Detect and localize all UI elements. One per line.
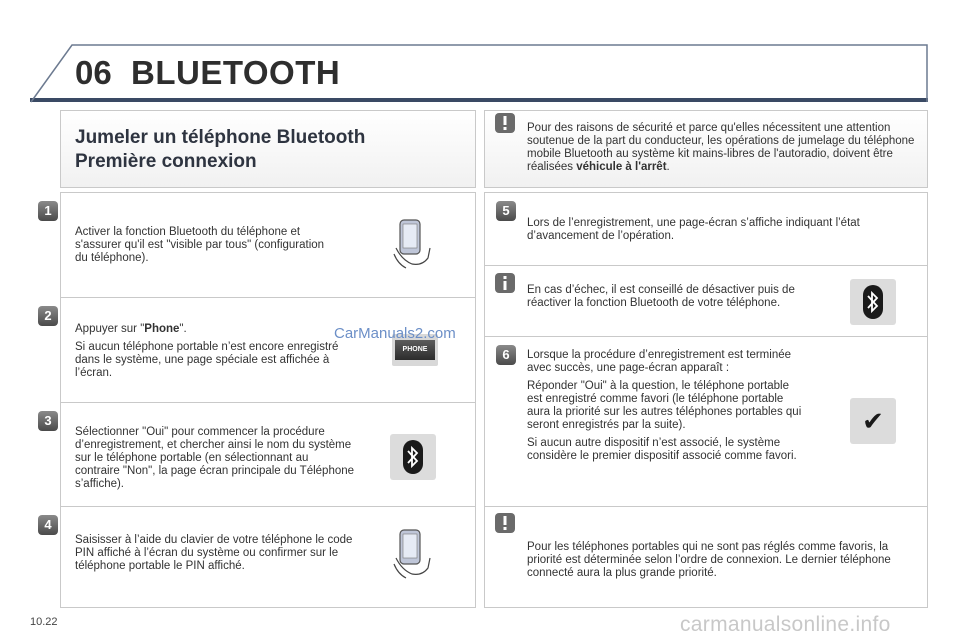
step-5-text: Lors de l’enregistrement, une page-écran s’affiche indiquant l’état d’avancement de l’opération. bbox=[527, 217, 860, 242]
phone-hand-icon bbox=[392, 218, 434, 270]
step-2-text-b: ". bbox=[179, 323, 187, 335]
divider bbox=[60, 402, 476, 403]
step-3-text: Sélectionner "Oui" pour commencer la procédure d’enregistrement, et chercher ainsi le nom du système sur le téléphone portable (en sélectionnant au contraire "Non", la page écran principale du Téléphone s’affiche). bbox=[75, 426, 355, 490]
bluetooth-icon bbox=[850, 279, 896, 325]
info-text: En cas d’échec, il est conseillé de désactiver puis de réactiver la fonction Bluetooth de votre téléphone. bbox=[527, 284, 795, 309]
divider bbox=[60, 506, 476, 507]
step-2-text-bold: Phone bbox=[144, 323, 180, 335]
divider bbox=[60, 297, 476, 298]
watermark: CarManuals2.com bbox=[334, 325, 456, 342]
chapter-number: 06 bbox=[75, 54, 112, 91]
step-2-text-2: Si aucun téléphone portable n’est encore enregistré dans le système, une page spéciale est affichée à l’écran. bbox=[75, 341, 339, 379]
warning-top-text-b: . bbox=[666, 161, 670, 173]
warning-top-text bbox=[527, 122, 923, 174]
page-number: 10.22 bbox=[30, 616, 58, 628]
step-2-text-a: Appuyer sur " bbox=[75, 323, 145, 335]
step-6-text-3: Si aucun autre dispositif n’est associé, le système considère le premier dispositif associé comme favori. bbox=[527, 437, 797, 462]
divider bbox=[484, 336, 928, 337]
step-number-5: 5 bbox=[496, 201, 516, 221]
step-number-1: 1 bbox=[38, 201, 58, 221]
step-6-text bbox=[527, 349, 807, 468]
step-1-text: Activer la fonction Bluetooth du téléphone et s'assurer qu'il est "visible par tous" (configuration du téléphone). bbox=[75, 226, 325, 264]
warning-icon bbox=[494, 512, 516, 534]
step-6-text-2: Réponder "Oui" à la question, le téléphone portable est enregistré comme favori (le téléphone portable aura la priorité sur les autres téléphones portables qui seront enregistrés par la suite). bbox=[527, 380, 802, 431]
footer-watermark: carmanualsonline.info bbox=[680, 613, 891, 636]
step-number-6: 6 bbox=[496, 345, 516, 365]
warning-icon bbox=[494, 112, 516, 134]
step-6-text-1: Lorsque la procédure d’enregistrement est terminée avec succès, une page-écran apparaît : bbox=[527, 349, 792, 374]
step-number-3: 3 bbox=[38, 411, 58, 431]
warning-bottom-text: Pour les téléphones portables qui ne sont pas réglés comme favoris, la priorité est déterminée selon l’ordre de connexion. Le dernier téléphone connecté aura la plus grande priorité. bbox=[527, 541, 891, 579]
divider bbox=[484, 265, 928, 266]
section-title-line2: Première connexion bbox=[75, 151, 257, 172]
step-4-text: Saisisser à l’aide du clavier de votre téléphone le code PIN affiché à l’écran du système ou confirmer sur le téléphone portable le PIN affiché. bbox=[75, 534, 353, 572]
step-number-4: 4 bbox=[38, 515, 58, 535]
bluetooth-icon bbox=[390, 434, 436, 480]
step-number-2: 2 bbox=[38, 306, 58, 326]
phone-hand-icon bbox=[392, 528, 434, 580]
divider bbox=[484, 506, 928, 507]
chapter-title: BLUETOOTH bbox=[131, 54, 341, 91]
check-icon: ✔ bbox=[850, 398, 896, 444]
section-title-panel bbox=[60, 110, 476, 188]
section-title-line1: Jumeler un téléphone Bluetooth bbox=[75, 127, 366, 148]
phone-button-label: PHONE bbox=[395, 340, 435, 360]
step-2-text bbox=[75, 323, 345, 385]
info-icon bbox=[494, 272, 516, 294]
warning-top-text-a: Pour des raisons de sécurité et parce qu'elles nécessitent une attention soutenue de la part du conducteur, les opérations de jumelage du téléphone mobile Bluetooth au système kit mains-libres de l'autoradio, doivent être réalisées bbox=[527, 122, 915, 173]
warning-top-text-bold: véhicule à l'arrêt bbox=[576, 161, 667, 173]
